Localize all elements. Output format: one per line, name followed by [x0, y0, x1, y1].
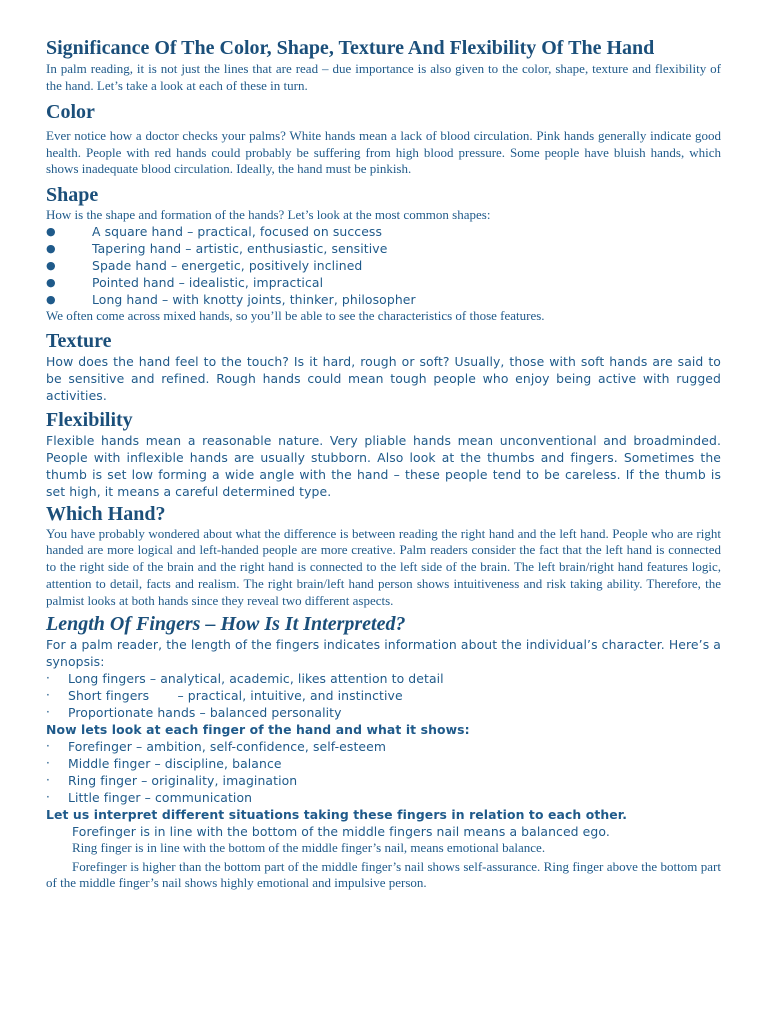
- shape-outro: We often come across mixed hands, so you’ll be able to see the characteristics of those features.: [46, 308, 545, 323]
- relation-text: Forefinger is in line with the bottom of the middle fingers nail means a balanced ego.: [72, 824, 610, 840]
- bullet: ●: [46, 242, 56, 255]
- relation-item: [46, 840, 721, 857]
- list-item-text: Long hand – with knotty joints, thinker, philosopher: [92, 292, 416, 307]
- list-item: [46, 670, 721, 687]
- list-item: [46, 257, 721, 274]
- list-item: [46, 772, 721, 789]
- flexibility-heading: Flexibility: [46, 408, 133, 431]
- texture-heading: Texture: [46, 329, 112, 352]
- relation-item: [46, 823, 721, 840]
- relation-text: Forefinger is higher than the bottom part of the middle finger’s nail shows self-assurance. Ring finger above the bottom part of the middle finger’s nail shows highly emotional and impulsive person.: [46, 858, 721, 891]
- box-bullet-icon: [46, 840, 72, 857]
- each-finger-list: [46, 738, 721, 806]
- list-item: [46, 291, 721, 308]
- document-page: [46, 36, 721, 892]
- relation-paragraph: [46, 859, 721, 892]
- bullet: ·: [46, 688, 50, 703]
- list-item-text: Proportionate hands – balanced personality: [68, 705, 342, 721]
- list-item: [46, 704, 721, 721]
- box-bullet-icon: [46, 823, 72, 840]
- list-item-text: A square hand – practical, focused on success: [92, 224, 383, 239]
- bullet: ●: [46, 293, 56, 306]
- list-item: [46, 223, 721, 240]
- shape-intro: How is the shape and formation of the hands? Let’s look at the most common shapes:: [46, 206, 491, 222]
- page-title: Significance Of The Color, Shape, Texture And Flexibility Of The Hand: [46, 37, 655, 59]
- bullet: ·: [46, 671, 50, 686]
- list-item-text: Pointed hand – idealistic, impractical: [92, 275, 324, 290]
- intro-paragraph: In palm reading, it is not just the lines that are read – due importance is also given to the color, shape, texture and flexibility of the hand. Let’s take a look at each of these in turn.: [46, 61, 721, 93]
- texture-paragraph: How does the hand feel to the touch? Is it hard, rough or soft? Usually, those with soft hands are said to be sensitive and refined. Rough hands could mean tough people who enjoy being active with rugged activities.: [46, 353, 721, 403]
- bullet: ●: [46, 225, 56, 238]
- list-item-text: Short fingers – practical, intuitive, and instinctive: [68, 688, 403, 704]
- bullet: ●: [46, 276, 56, 289]
- bullet: ·: [46, 756, 50, 771]
- list-item-text: Middle finger – discipline, balance: [68, 756, 282, 772]
- list-item-text: Long fingers – analytical, academic, likes attention to detail: [68, 671, 444, 687]
- relation-text: Ring finger is in line with the bottom of the middle finger’s nail, means emotional balance.: [72, 840, 546, 856]
- list-item-text: Ring finger – originality, imagination: [68, 773, 298, 789]
- shape-list: [46, 223, 721, 308]
- each-finger-heading: Now lets look at each finger of the hand and what it shows:: [46, 722, 470, 738]
- list-item: [46, 240, 721, 257]
- list-item-text: Little finger – communication: [68, 790, 253, 806]
- list-item-text: Forefinger – ambition, self-confidence, self-esteem: [68, 739, 387, 755]
- color-heading: Color: [46, 101, 95, 123]
- list-item: [46, 738, 721, 755]
- bullet: ●: [46, 259, 56, 272]
- bullet: ·: [46, 773, 50, 788]
- bullet: ·: [46, 790, 50, 805]
- list-item-text: Spade hand – energetic, positively inclined: [92, 258, 363, 273]
- bullet: ·: [46, 739, 50, 754]
- flexibility-paragraph: Flexible hands mean a reasonable nature. Very pliable hands mean unconventional and broadminded. People with inflexible hands are usually stubborn. Also look at the thumbs and fingers. Sometimes the thumb is set low forming a wide angle with the hand – these people tend to be careless. If the thumb is set high, it means a careful determined type.: [46, 432, 721, 499]
- fingers-intro: For a palm reader, the length of the fingers indicates information about the individual’s character. Here’s a synopsis:: [46, 637, 721, 670]
- list-item: [46, 789, 721, 806]
- list-item: [46, 687, 721, 704]
- color-paragraph: Ever notice how a doctor checks your palms? White hands mean a lack of blood circulation. Pink hands generally indicate good health. People with red hands could probably be suffering from high blood pressure. Some people have bluish hands, which shows inadequate blood circulation. Ideally, the hand must be pinkish.: [46, 128, 721, 176]
- which-hand-paragraph: You have probably wondered about what the difference is between reading the right hand and the left hand. People who are right handed are more logical and left-handed people are more creative. Palm readers consider the fact that the left hand is connected to the right side of the brain and the right hand is connected to the left side of the brain. The left brain/right hand features logic, attention to detail, facts and realism. The right brain/left hand person shows intuitiveness and risk taking ability. Therefore, the palmist looks at both hands since they reveal two different aspects.: [46, 525, 721, 608]
- list-item-text: Tapering hand – artistic, enthusiastic, sensitive: [92, 241, 388, 256]
- fingers-heading: Length Of Fingers – How Is It Interpreted?: [46, 613, 406, 636]
- which-hand-heading: Which Hand?: [46, 502, 166, 525]
- list-item: [46, 274, 721, 291]
- list-item: [46, 755, 721, 772]
- finger-length-list: [46, 670, 721, 721]
- shape-heading: Shape: [46, 183, 99, 206]
- relation-heading: Let us interpret different situations taking these fingers in relation to each other.: [46, 807, 628, 823]
- bullet: ·: [46, 705, 50, 720]
